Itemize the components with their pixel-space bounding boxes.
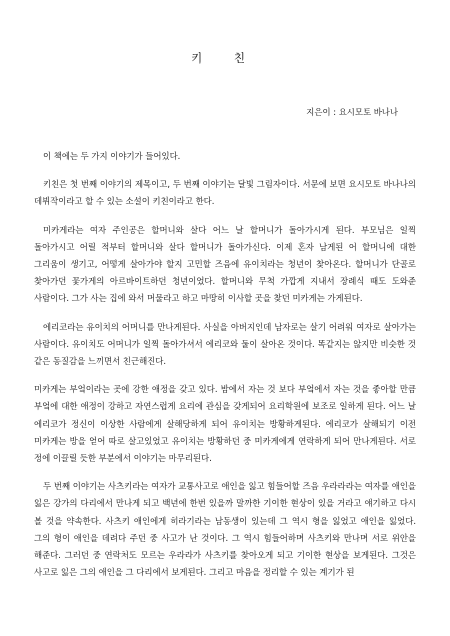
paragraph: 두 번째 이야기는 사츠키라는 여자가 교통사고로 애인을 잃고 힘들어할 즈음 우라라라는 여자를 애인을 잃은 강가의 다리에서 만나게 되고 백년에 한번 있을까 말까한 기이한 현상이 있을 거라고 얘기하고 다시 볼 것을 약속한다. 사츠키 애인에게 히라기라는 남동생이 있는데 그 역시 형을 잃었고 애인을 잃었다. 그의 형이 애인을 데려다 주던 중 사고가 난 것이다. 그 역시 힘들어하며 사츠키와 만나며 서로 위안을 해준다. 그러던 중 연락처도 모르는 우라라가 사츠키를 찾아오게 되고 기이한 현상을 보게된다. 그것은 사고로 잃은 그의 애인을 그 다리에서 보게된다. 그리고 마음을 정리할 수 있는 계기가 된 xyxy=(34,481,416,578)
paragraph: 키친은 첫 번째 이야기의 제목이고, 두 번째 이야기는 달빛 그림자이다. 서문에 보면 요시모토 바나나의 데뷔작이라고 할 수 있는 소설이 키친이라고 한다. xyxy=(34,179,416,207)
document-title: 키 친 xyxy=(191,51,259,65)
author-line: 지은이 : 요시모토 바나나 xyxy=(306,107,398,117)
paragraph: 에리코라는 유이치의 어머니를 만나게된다. 사실을 아버지인데 남자로는 살기 어려워 여자로 살아가는 사람이다. 유이치도 어머니가 일찍 돌아가셔서 에리코와 둘이 살아온 것이다. 똑같지는 않지만 비슷한 것 같은 동질감을 느끼면서 친근해진다. xyxy=(34,321,416,367)
document-body xyxy=(34,148,416,592)
paragraph: 미카게라는 여자 주인공은 할머니와 살다 어느 날 할머니가 돌아가시게 된다. 부모님은 일찍 돌아가시고 어릴 적부터 할머니와 살다 할머니가 돌아가신다. 이제 혼자 남게된 어 할머니에 대한 그리움이 생기고, 어떻게 살아가야 할지 고민할 즈음에 유이치라는 청년이 찾아온다. 할머니가 단골로 찾아가던 꽃가게의 아르바이트하던 청년이었다. 할머니와 무척 가깝게 지내서 장례식 때도 도와준 사람이다. 그가 사는 집에 와서 머물라고 하고 마땅히 이사할 곳을 찾던 미카게는 가게된다. xyxy=(34,224,416,304)
paragraph: 미카게는 부엌이라는 곳에 강한 애정을 갖고 있다. 밤에서 자는 것 보다 부엌에서 자는 것을 좋아할 만큼 부엌에 대한 애정이 강하고 자연스럽게 요리에 관심을 갖게되어 요리학원에 보조로 일하게 된다. 어느 날 에리코가 정신이 이상한 사람에게 살해당하게 되어 유이치는 방황하게된다. 에리코가 살해되기 이전 미카게는 방을 얻어 따로 살고있었고 유이치는 방황하던 중 미카게에게 연락하게 되어 만나게된다. 서로 정에 이끌릴 듯한 부분에서 이야기는 마무리된다. xyxy=(34,384,416,464)
paragraph: 이 책에는 두 가지 이야기가 들어있다. xyxy=(43,151,181,161)
